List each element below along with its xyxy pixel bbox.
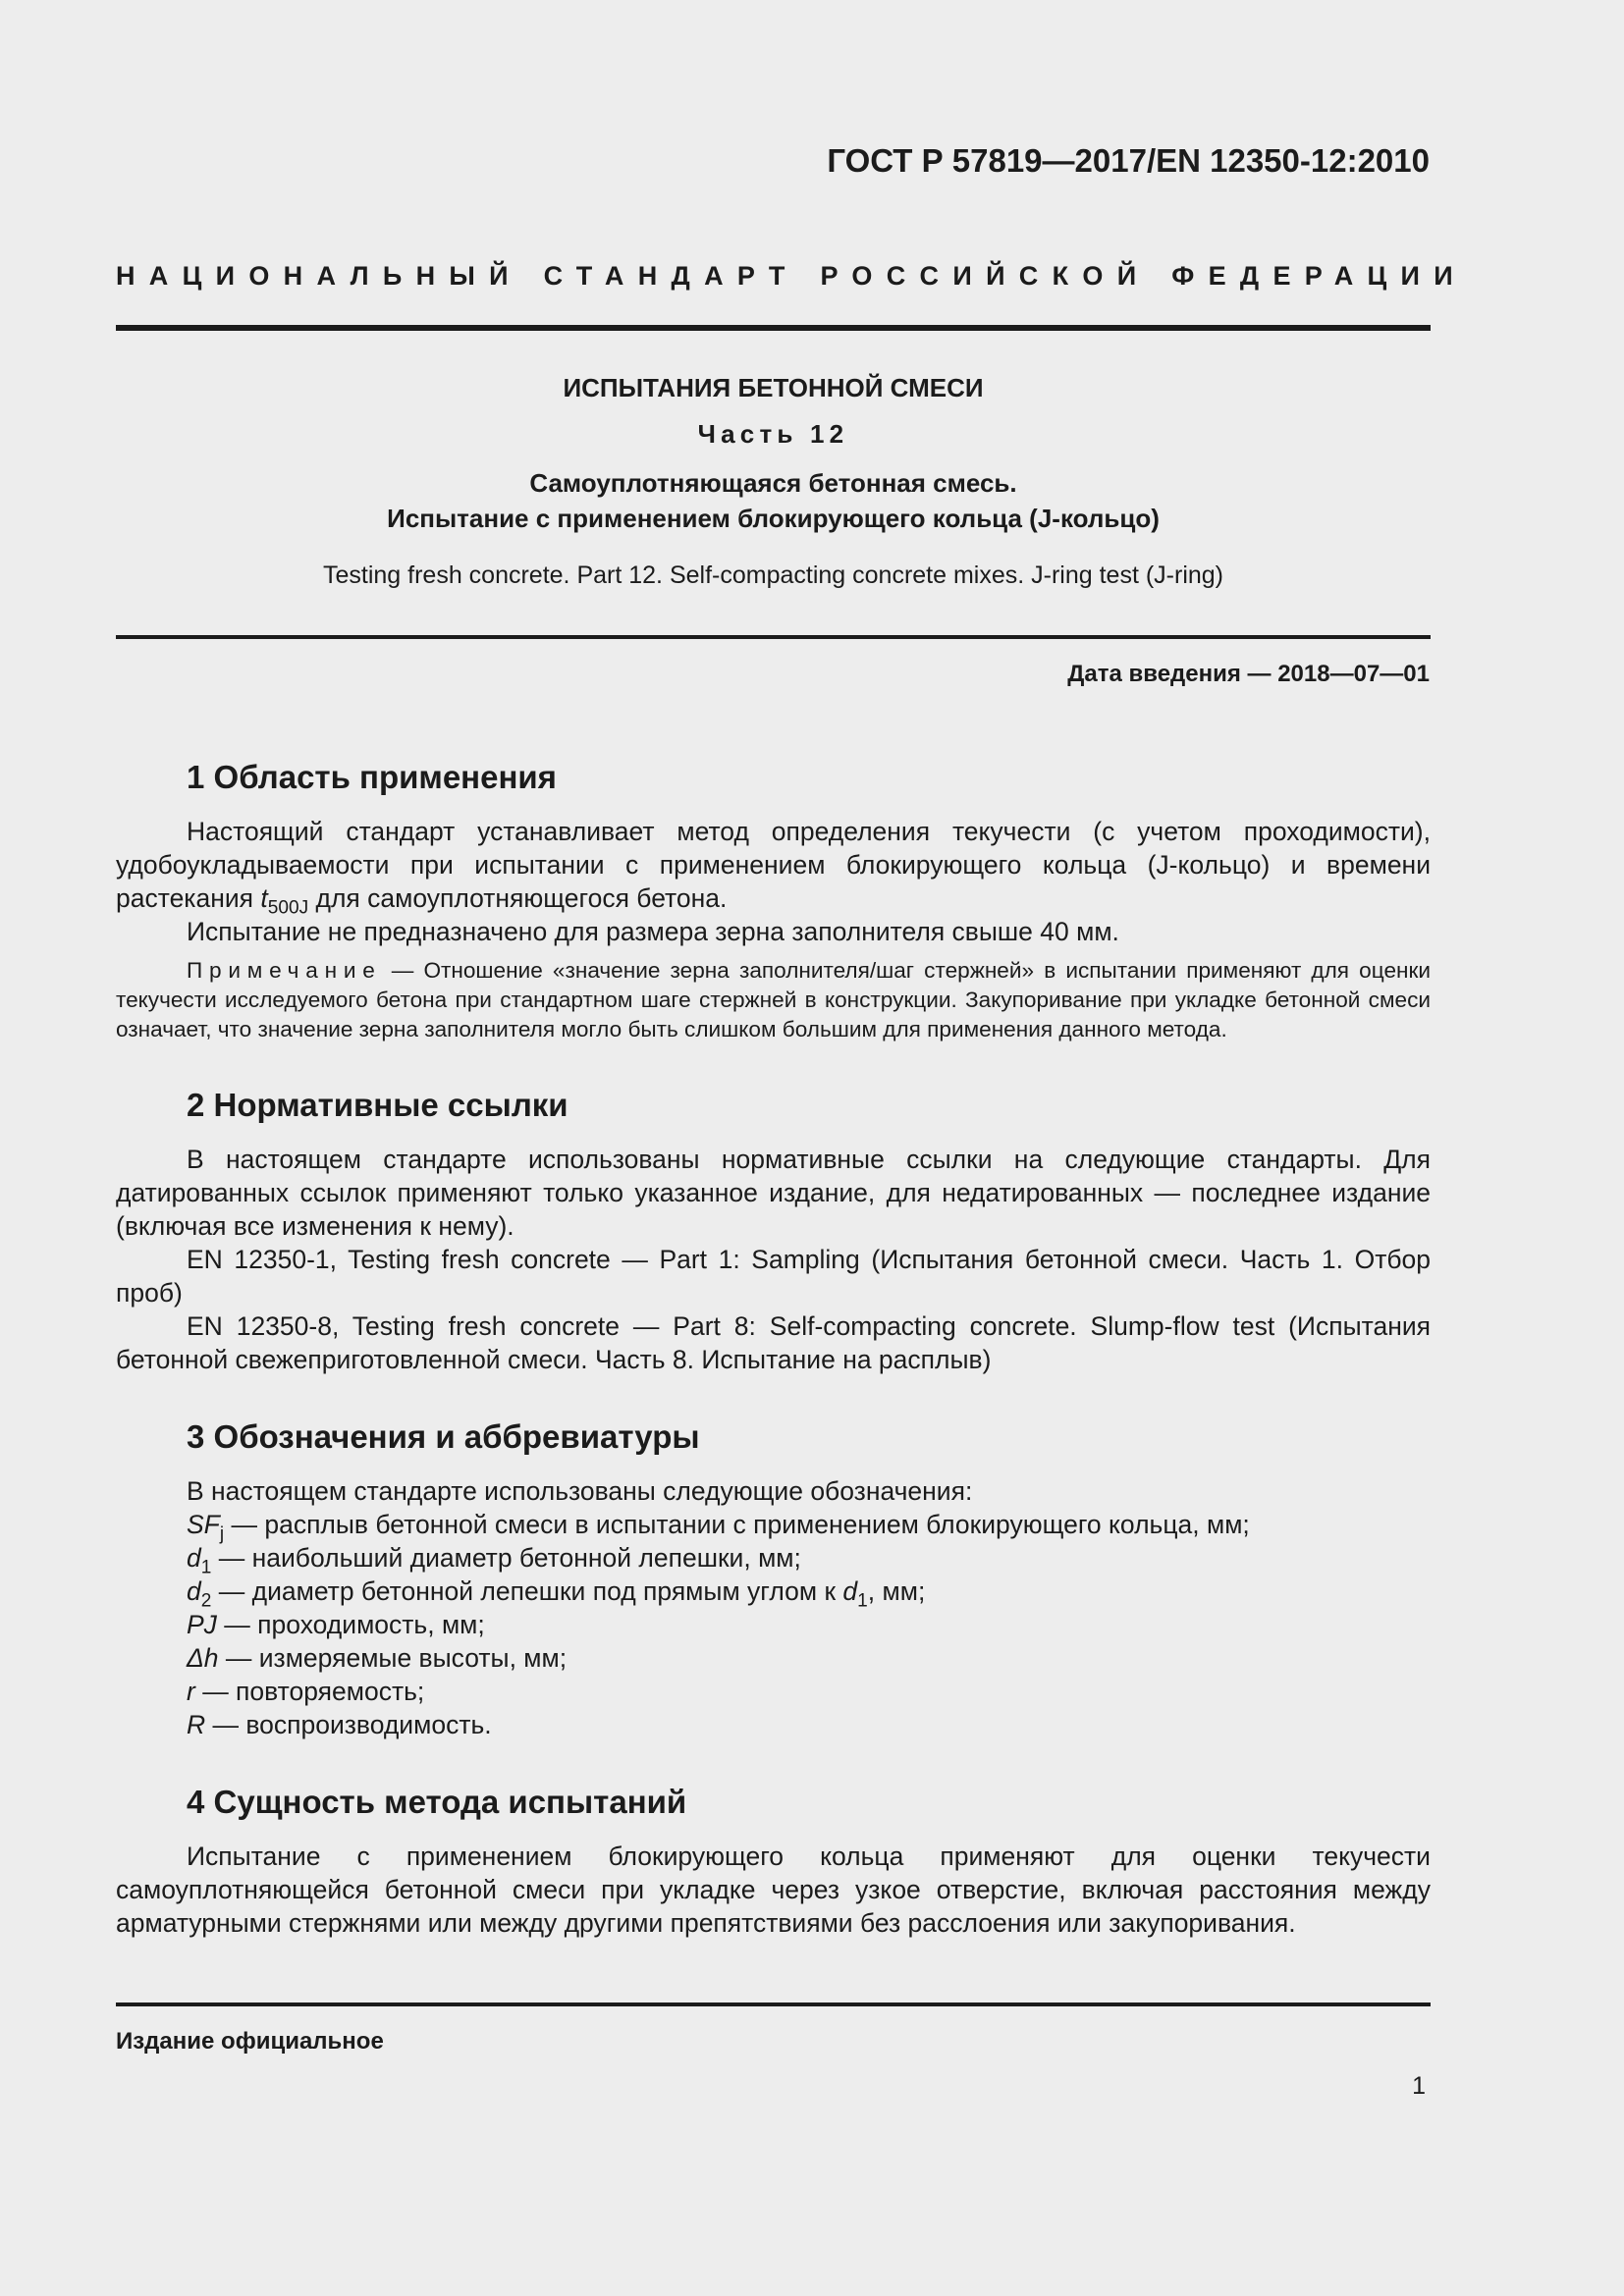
symbol: R: [187, 1710, 206, 1739]
symbol-description: — наибольший диаметр бетонной лепешки, мм;: [211, 1543, 801, 1573]
section-3: [116, 1417, 1431, 1741]
symbol-item: [116, 1541, 1431, 1578]
section-4-paragraph-1: Испытание с применением блокирующего кольца применяют для оценки текучести самоуплотняющейся бетонной смеси при укладке через узкое отверстие, включая расстояния между арматурными стержнями или между другими препятствиями без расслоения или закупоривания.: [116, 1842, 1431, 1938]
section-2: [116, 1086, 1431, 1376]
symbol-description: — расплыв бетонной смеси в испытании с применением блокирующего кольца, мм;: [224, 1510, 1250, 1539]
subscript: 2: [200, 1590, 212, 1612]
subtitle-line-2: Испытание с применением блокирующего кольца (J-кольцо): [387, 504, 1160, 533]
symbol: r: [187, 1677, 195, 1706]
section-1: [116, 758, 1431, 1044]
note: [116, 956, 1431, 1044]
header-rule: [116, 325, 1431, 331]
symbol: SF: [187, 1510, 220, 1539]
section-4: [116, 1783, 1431, 1940]
section-2-heading: 2 Нормативные ссылки: [187, 1087, 568, 1123]
subscript: j: [219, 1523, 225, 1545]
symbol-description: — измеряемые высоты, мм;: [218, 1643, 568, 1673]
subscript: 500J: [267, 897, 309, 919]
symbols-intro: В настоящем стандарте использованы следующие обозначения:: [187, 1476, 973, 1506]
introduction-date: Дата введения — 2018—07—01: [1067, 661, 1430, 687]
subtitle-line-1: Самоуплотняющаяся бетонная смесь.: [529, 468, 1017, 498]
symbol: d: [187, 1543, 201, 1573]
section-2-paragraph-1: В настоящем стандарте использованы нормативные ссылки на следующие стандарты. Для датированных ссылок применяют только указанное издание, для недатированных — последнее издание (включая все изменения к нему).: [116, 1145, 1431, 1241]
title-rule: [116, 635, 1431, 639]
symbol-item: [116, 1575, 1431, 1612]
national-standard-banner: НАЦИОНАЛЬНЫЙ СТАНДАРТ РОССИЙСКОЙ ФЕДЕРАЦИИ: [116, 261, 1467, 291]
reference-1: EN 12350-1, Testing fresh concrete — Part 1: Sampling (Испытания бетонной смеси. Часть 1. Отбор проб): [116, 1245, 1431, 1308]
document-code: ГОСТ Р 57819—2017/EN 12350-12:2010: [827, 142, 1430, 179]
symbol-item: [116, 1508, 1431, 1545]
symbol: Δh: [187, 1643, 219, 1673]
subscript: 1: [857, 1590, 868, 1612]
section-4-heading: 4 Сущность метода испытаний: [187, 1784, 687, 1820]
footer-rule: [116, 2002, 1431, 2006]
subtitle: [116, 465, 1431, 536]
official-edition-label: Издание официальное: [116, 2028, 384, 2055]
symbol-item: [116, 1708, 1431, 1741]
note-label: Примечание: [187, 958, 382, 983]
note-text: — Отношение «значение зерна заполнителя/шаг стержней» в испытании применяют для оценки текучести исследуемого бетона при стандартном шаге стержней в конструкции. Закупоривание при укладке бетонной смеси означает, что значение зерна заполнителя могло быть слишком большим для применения данного метода.: [116, 958, 1431, 1041]
english-title: Testing fresh concrete. Part 12. Self-compacting concrete mixes. J-ring test (J-ring): [322, 561, 1224, 589]
text-span: для самоуплотняющегося бетона.: [308, 883, 728, 913]
section-1-heading: 1 Область применения: [187, 759, 557, 795]
subscript: 1: [200, 1557, 212, 1578]
part-title: Часть 12: [697, 419, 849, 449]
symbol: d: [842, 1576, 858, 1606]
symbol-description: — проходимость, мм;: [216, 1610, 485, 1639]
symbol-description: — воспроизводимость.: [205, 1710, 492, 1739]
symbol: d: [187, 1576, 201, 1606]
reference-2: EN 12350-8, Testing fresh concrete — Part 8: Self-compacting concrete. Slump-flow test (Испытания бетонной свежеприготовленной смеси. Часть 8. Испытание на расплыв): [116, 1311, 1431, 1374]
section-3-heading: 3 Обозначения и аббревиатуры: [187, 1418, 700, 1455]
symbol-item: [116, 1608, 1431, 1641]
symbol-item: [116, 1641, 1431, 1675]
symbol-description: , мм;: [867, 1576, 926, 1606]
symbol: t: [260, 883, 268, 913]
text-span: Настоящий стандарт устанавливает метод определения текучести (с учетом проходимости), удобоукладываемости при испытании с применением блокирующего кольца (J-кольцо) и времени растекания: [116, 817, 1431, 913]
page-number: 1: [1412, 2072, 1426, 2100]
symbol-description: — повторяемость;: [194, 1677, 425, 1706]
document-body: [116, 758, 1431, 1940]
section-1-paragraph-1: [116, 815, 1431, 919]
section-1-paragraph-2: Испытание не предназначено для размера зерна заполнителя свыше 40 мм.: [187, 917, 1119, 946]
main-title: ИСПЫТАНИЯ БЕТОННОЙ СМЕСИ: [563, 373, 984, 402]
symbol-description: — диаметр бетонной лепешки под прямым углом к: [211, 1576, 843, 1606]
symbol: PJ: [187, 1610, 217, 1639]
symbol-item: [116, 1675, 1431, 1708]
